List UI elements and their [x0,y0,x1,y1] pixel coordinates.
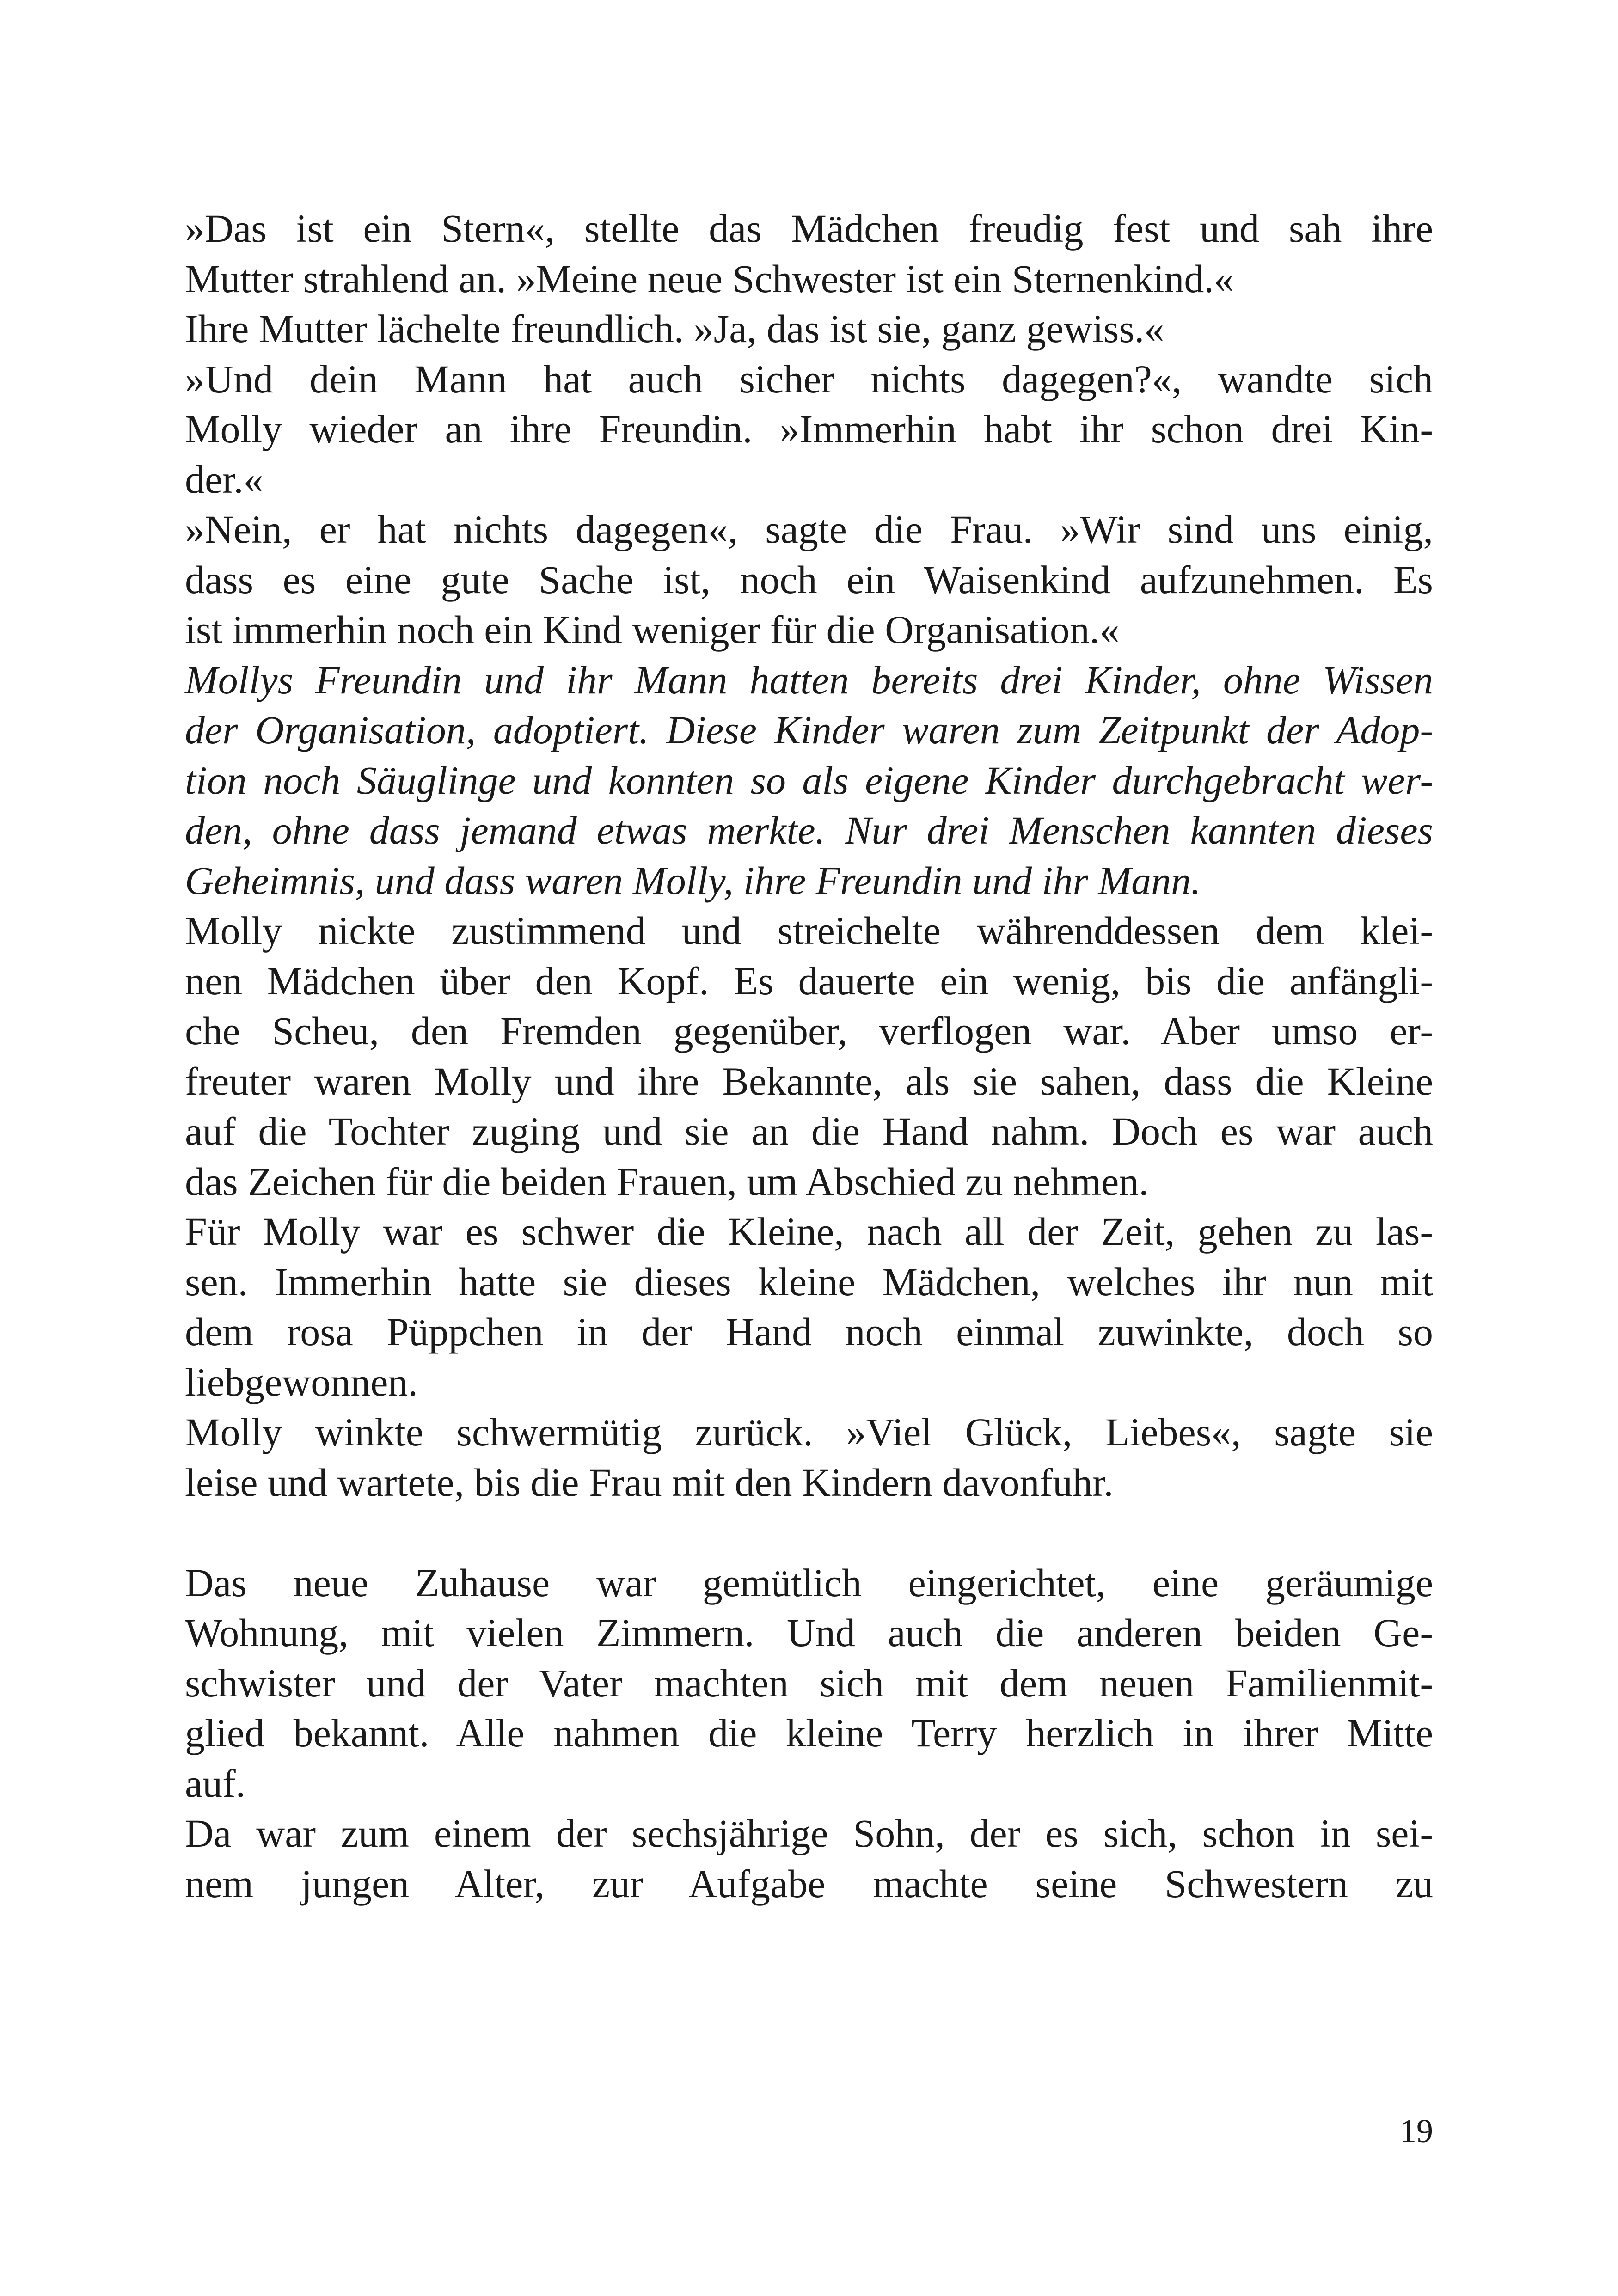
text-line: Mollys Freundin und ihr Mann hatten bereits drei Kinder, ohne Wissen [185,657,1433,702]
text-line: Das neue Zuhause war gemütlich eingerichtet, eine geräumige [185,1560,1433,1605]
text-line: den, ohne dass jemand etwas merkte. Nur drei Menschen kannten dieses [185,808,1433,852]
text-line: auf. [185,1761,246,1806]
body-text [185,203,1433,1909]
text-line: Molly wieder an ihre Freundin. »Immerhin habt ihr schon drei Kin- [185,407,1433,451]
text-line: Molly winkte schwermütig zurück. »Viel Glück, Liebes«, sagte sie [185,1410,1433,1454]
text-line: Mutter strahlend an. »Meine neue Schwester ist ein Sternenkind.« [185,256,1234,301]
text-line: »Das ist ein Stern«, stellte das Mädchen freudig fest und sah ihre [185,206,1433,251]
text-line: Molly nickte zustimmend und streichelte währenddessen dem klei- [185,908,1433,953]
text-line: tion noch Säuglinge und konnten so als eigene Kinder durchgebracht wer- [185,758,1433,802]
text-line: che Scheu, den Fremden gegenüber, verflogen war. Aber umso er- [185,1009,1433,1053]
text-line: liebgewonnen. [185,1359,418,1404]
text-line: »Nein, er hat nichts dagegen«, sagte die Frau. »Wir sind uns einig, [185,507,1433,551]
text-line: nem jungen Alter, zur Aufgabe machte seine Schwestern zu [185,1861,1433,1906]
text-line: Da war zum einem der sechsjährige Sohn, der es sich, schon in sei- [185,1811,1433,1855]
text-line: Geheimnis, und dass waren Molly, ihre Freundin und ihr Mann. [185,858,1201,903]
page-number: 19 [1400,2112,1433,2149]
text-line: leise und wartete, bis die Frau mit den Kindern davonfuhr. [185,1460,1114,1505]
text-line: Wohnung, mit vielen Zimmern. Und auch die anderen beiden Ge- [185,1610,1433,1655]
text-line: das Zeichen für die beiden Frauen, um Abschied zu nehmen. [185,1159,1149,1204]
text-line: auf die Tochter zuging und sie an die Hand nahm. Doch es war auch [185,1109,1433,1153]
text-line: schwister und der Vater machten sich mit dem neuen Familienmit- [185,1660,1433,1705]
text-line: glied bekannt. Alle nahmen die kleine Terry herzlich in ihrer Mitte [185,1711,1433,1755]
text-line: dem rosa Püppchen in der Hand noch einmal zuwinkte, doch so [185,1310,1433,1354]
text-line: der.« [185,457,264,502]
text-line: freuter waren Molly und ihre Bekannte, als sie sahen, dass die Kleine [185,1059,1433,1103]
paragraph-gap [185,1507,1433,1558]
text-line: Für Molly war es schwer die Kleine, nach all der Zeit, gehen zu las- [185,1209,1433,1254]
text-line: Ihre Mutter lächelte freundlich. »Ja, das ist sie, ganz gewiss.« [185,306,1164,351]
text-line: der Organisation, adoptiert. Diese Kinder waren zum Zeitpunkt der Adop- [185,708,1433,752]
text-line: nen Mädchen über den Kopf. Es dauerte ein wenig, bis die anfängli- [185,958,1433,1003]
text-line: »Und dein Mann hat auch sicher nichts dagegen?«, wandte sich [185,356,1433,401]
text-line: ist immerhin noch ein Kind weniger für die Organisation.« [185,607,1120,652]
text-line: sen. Immerhin hatte sie dieses kleine Mädchen, welches ihr nun mit [185,1259,1433,1304]
text-line: dass es eine gute Sache ist, noch ein Waisenkind aufzunehmen. Es [185,557,1433,602]
